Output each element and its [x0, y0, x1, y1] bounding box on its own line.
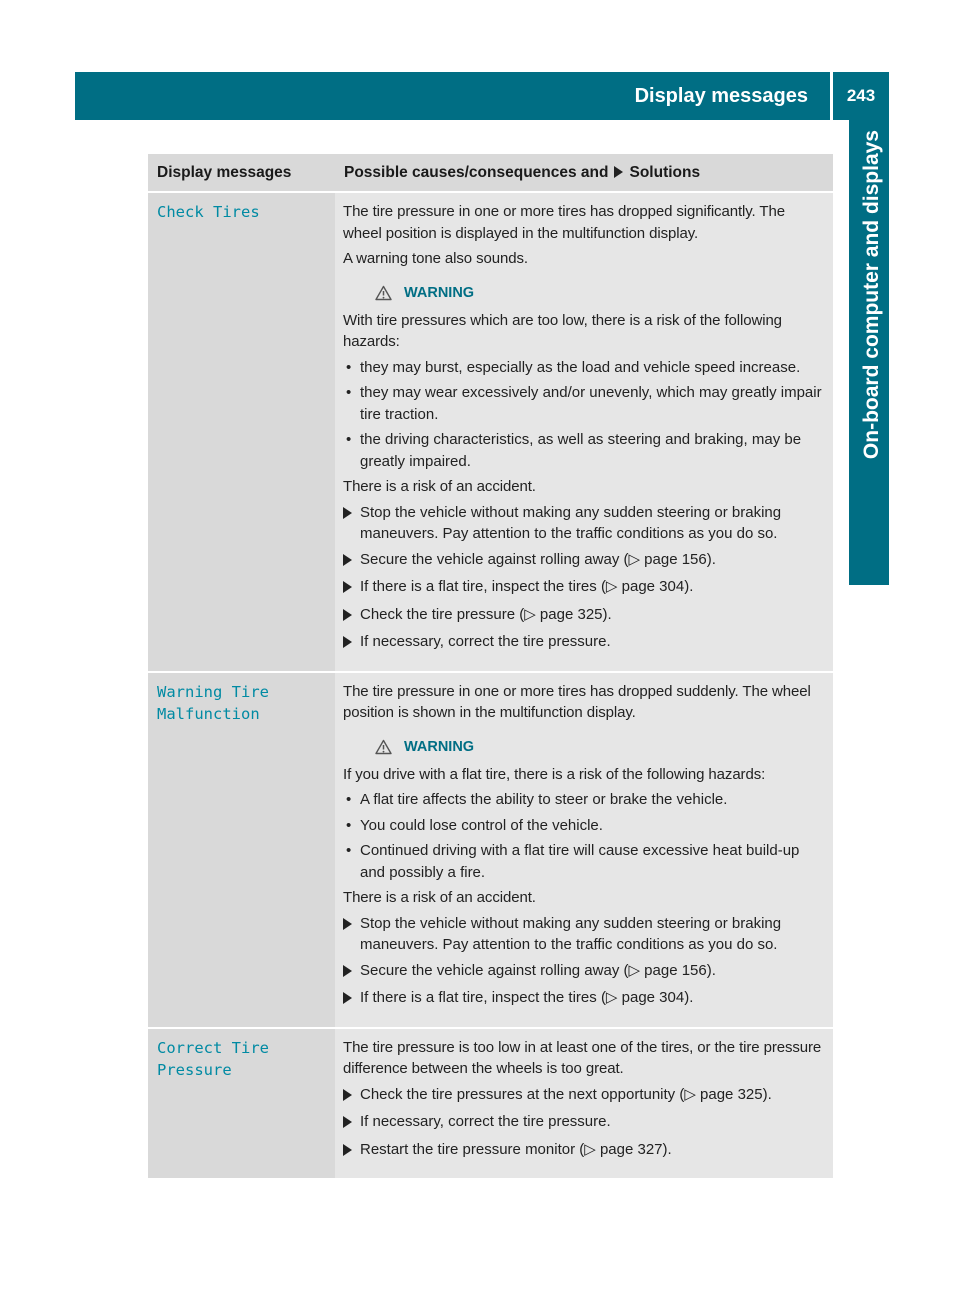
hazard-bullet	[343, 815, 826, 837]
risk-text: There is a risk of an accident.	[343, 478, 536, 495]
step-text: Stop the vehicle without making any sudden steering or braking maneuvers. Pay attention to the traffic conditions as you do so.	[360, 914, 782, 953]
action-step	[343, 549, 826, 573]
description-text: The tire pressure in one or more tires has dropped significantly. The wheel position is displayed in the multifunction display.	[343, 203, 785, 242]
column-header-messages: Display messages	[157, 164, 292, 181]
hazard-bullet	[343, 382, 826, 425]
bullet-text: the driving characteristics, as well as steering and braking, may be greatly impaired.	[360, 431, 802, 470]
solution-cell	[335, 1029, 833, 1179]
arrow-right-icon	[343, 636, 352, 648]
message-cell	[148, 673, 335, 1027]
hazard-bullet	[343, 429, 826, 472]
action-step	[343, 631, 826, 655]
action-step	[343, 1111, 826, 1135]
side-tab-label: On-board computer and displays	[860, 130, 883, 460]
action-step	[343, 913, 826, 956]
step-arrow-icon	[343, 549, 360, 573]
step-text: If necessary, correct the tire pressure.	[360, 633, 611, 650]
step-text: Check the tire pressures at the next opportunity (▷ page 325).	[360, 1085, 772, 1103]
solution-cell	[335, 673, 833, 1027]
step-arrow-icon	[343, 631, 360, 655]
step-arrow-icon	[343, 1139, 360, 1163]
table-row	[148, 673, 833, 1029]
table-row	[148, 193, 833, 673]
display-message-text: Malfunction	[157, 704, 260, 723]
step-arrow-icon	[343, 1084, 360, 1108]
description-text: The tire pressure in one or more tires has dropped suddenly. The wheel position is shown in the multifunction display.	[343, 682, 811, 721]
hazard-bullet	[343, 357, 826, 379]
display-message-text: Warning Tire	[157, 682, 269, 701]
arrow-right-icon	[343, 918, 352, 930]
column-header-solutions	[335, 154, 833, 191]
action-step	[343, 960, 826, 984]
warning-triangle-icon	[375, 739, 392, 755]
warning-label: WARNING	[404, 738, 475, 755]
display-message-text: Pressure	[157, 1060, 232, 1079]
bullet-text: they may burst, especially as the load and vehicle speed increase.	[360, 358, 801, 376]
arrow-right-icon	[343, 1144, 352, 1156]
page-number: 243	[846, 86, 876, 105]
arrow-right-icon	[343, 609, 352, 621]
description-text: A warning tone also sounds.	[343, 250, 528, 267]
column-header-solutions-label: Solutions	[629, 164, 701, 181]
step-arrow-icon	[343, 1111, 360, 1135]
step-arrow-icon	[343, 960, 360, 984]
column-header-causes: Possible causes/consequences and	[344, 164, 609, 181]
bullet-icon: •	[346, 358, 352, 376]
bullet-text: Continued driving with a flat tire will cause excessive heat build-up and possibly a fire.	[360, 842, 800, 881]
display-messages-table	[148, 154, 833, 1180]
bullet-icon: •	[346, 842, 352, 859]
action-step	[343, 1084, 826, 1108]
page-title: Display messages	[634, 85, 808, 107]
table-header	[148, 154, 833, 193]
warning-label: WARNING	[404, 284, 475, 301]
arrow-right-icon	[343, 965, 352, 977]
solution-cell	[335, 193, 833, 671]
message-cell	[148, 193, 335, 671]
step-arrow-icon	[343, 987, 360, 1011]
risk-text: There is a risk of an accident.	[343, 889, 536, 906]
description-text: The tire pressure is too low in at least one of the tires, or the tire pressure difference between the wheels is too great.	[343, 1038, 822, 1077]
step-arrow-icon	[343, 576, 360, 600]
display-message-text: Correct Tire	[157, 1038, 269, 1057]
action-step	[343, 502, 826, 545]
arrow-right-icon	[343, 507, 352, 519]
action-step	[343, 1139, 826, 1163]
warning-intro: With tire pressures which are too low, there is a risk of the following hazards:	[343, 311, 782, 350]
bullet-text: A flat tire affects the ability to steer or brake the vehicle.	[360, 791, 728, 808]
arrow-right-icon	[614, 166, 623, 178]
bullet-icon: •	[346, 791, 352, 808]
arrow-right-icon	[343, 581, 352, 593]
arrow-right-icon	[343, 1116, 352, 1128]
message-cell	[148, 1029, 335, 1179]
step-arrow-icon	[343, 502, 360, 545]
bullet-icon: •	[346, 816, 352, 834]
hazard-bullet	[343, 789, 826, 811]
step-text: Secure the vehicle against rolling away (▷ page 156).	[360, 961, 716, 979]
bullet-text: You could lose control of the vehicle.	[360, 816, 603, 834]
step-text: Restart the tire pressure monitor (▷ page 327).	[360, 1140, 672, 1158]
step-arrow-icon	[343, 604, 360, 628]
arrow-right-icon	[343, 992, 352, 1004]
step-text: Check the tire pressure (▷ page 325).	[360, 605, 612, 623]
bullet-icon: •	[346, 431, 352, 448]
bullet-icon: •	[346, 384, 352, 401]
hazard-bullet	[343, 840, 826, 883]
step-text: If there is a flat tire, inspect the tires (▷ page 304).	[360, 989, 694, 1006]
action-step	[343, 604, 826, 628]
step-arrow-icon	[343, 913, 360, 956]
display-message-text: Check Tires	[157, 203, 260, 221]
arrow-right-icon	[343, 554, 352, 566]
table-row	[148, 1029, 833, 1181]
warning-heading	[375, 284, 826, 302]
step-text: If there is a flat tire, inspect the tires (▷ page 304).	[360, 578, 694, 595]
arrow-right-icon	[343, 1089, 352, 1101]
warning-triangle-icon	[375, 285, 392, 301]
step-text: Secure the vehicle against rolling away (▷ page 156).	[360, 550, 716, 568]
warning-intro: If you drive with a flat tire, there is a risk of the following hazards:	[343, 765, 766, 783]
action-step	[343, 576, 826, 600]
action-step	[343, 987, 826, 1011]
side-tab-label-wrap	[854, 130, 884, 530]
table-body	[148, 193, 833, 1180]
warning-heading	[375, 738, 826, 756]
step-text: If necessary, correct the tire pressure.	[360, 1113, 611, 1130]
step-text: Stop the vehicle without making any sudden steering or braking maneuvers. Pay attention to the traffic conditions as you do so.	[360, 503, 782, 542]
bullet-text: they may wear excessively and/or unevenly, which may greatly impair tire traction.	[360, 384, 822, 423]
